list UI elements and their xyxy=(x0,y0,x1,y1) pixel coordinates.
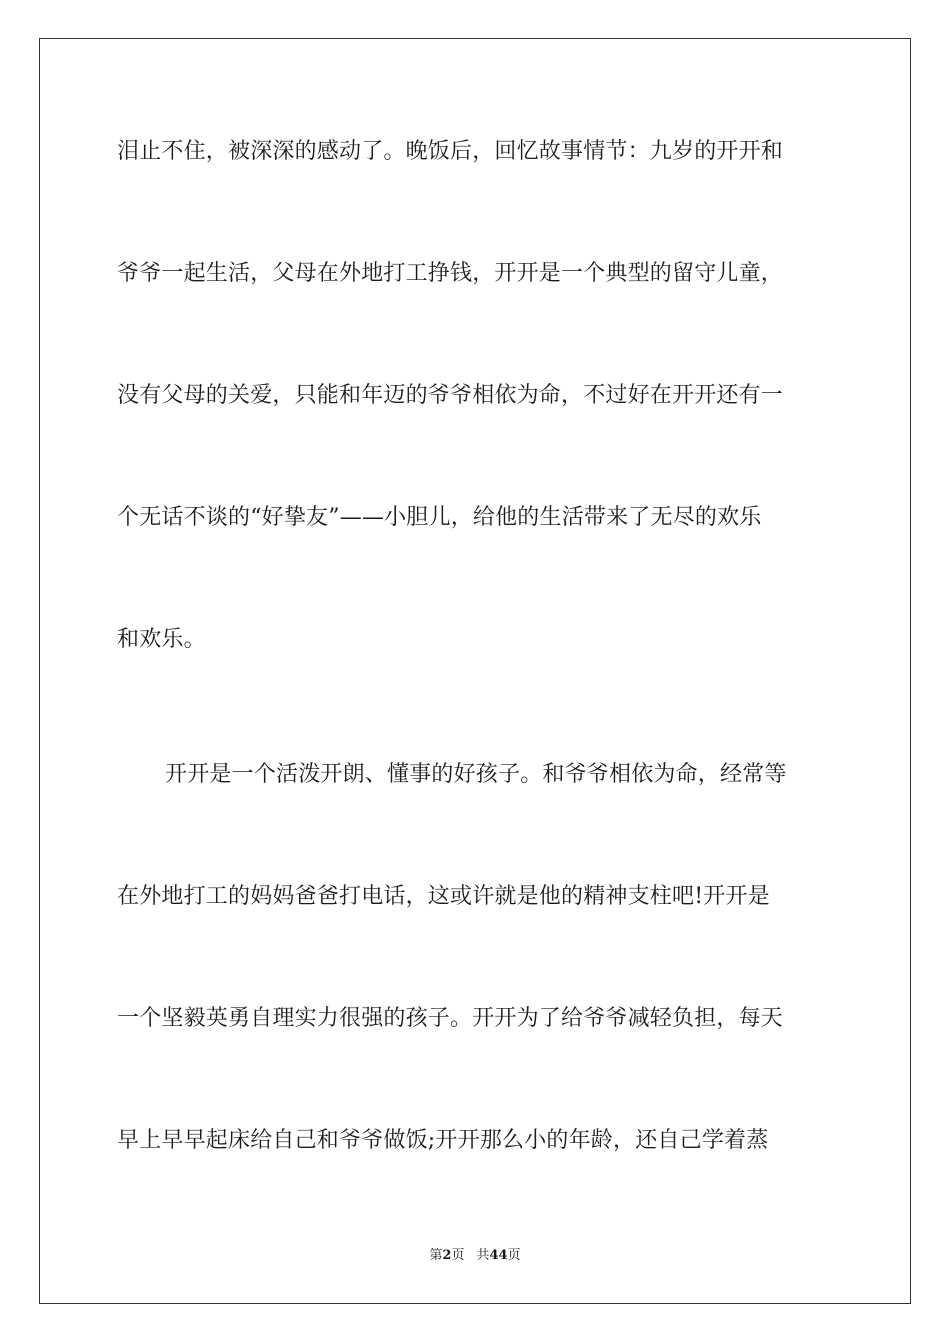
text-line-9: 早上早早起床给自己和爷爷做饭;开开那么小的年龄，还自己学着蒸 xyxy=(117,1128,769,1153)
text-line-5: 和欢乐。 xyxy=(117,627,206,652)
total-pages: 44 xyxy=(489,1248,508,1263)
text-line-4: 个无话不谈的“好挚友”——小胆儿，给他的生活带来了无尽的欢乐 xyxy=(117,505,762,530)
page-prefix: 第 xyxy=(429,1248,443,1263)
text-line-3: 没有父母的关爱，只能和年迈的爷爷相依为命，不过好在开开还有一 xyxy=(117,383,784,408)
text-line-8: 一个坚毅英勇自理实力很强的孩子。开开为了给爷爷减轻负担，每天 xyxy=(117,1006,784,1031)
page-footer xyxy=(0,1247,950,1265)
page-border xyxy=(39,38,911,1304)
text-line-2: 爷爷一起生活，父母在外地打工挣钱，开开是一个典型的留守儿童， xyxy=(117,261,784,286)
paragraph-2-first-line: 开开是一个活泼开朗、懂事的好孩子。和爷爷相依为命，经常等 xyxy=(165,762,787,787)
text-line-7: 在外地打工的妈妈爸爸打电话，这或许就是他的精神支柱吧!开开是 xyxy=(117,884,770,909)
text-line-1: 泪止不住，被深深的感动了。晚饭后，回忆故事情节：九岁的开开和 xyxy=(117,139,784,164)
total-prefix: 共 xyxy=(476,1248,490,1263)
page-suffix: 页 xyxy=(451,1248,465,1263)
total-suffix: 页 xyxy=(507,1248,521,1263)
page-number: 2 xyxy=(442,1248,452,1263)
